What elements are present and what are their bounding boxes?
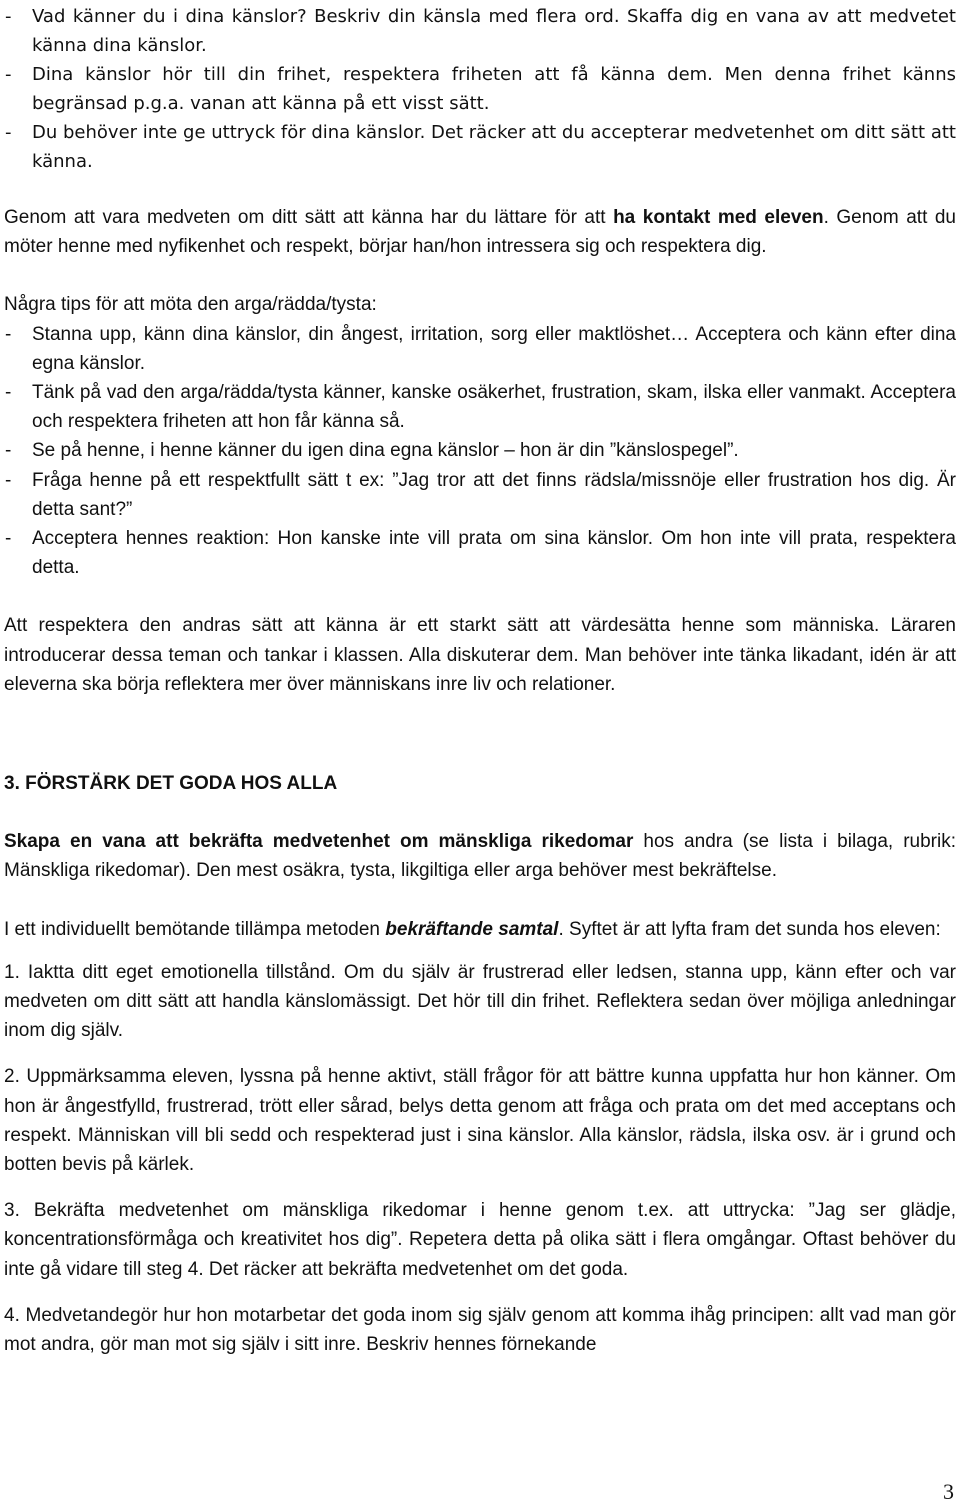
step-paragraph: 1. Iaktta ditt eget emotionella tillstånd. Om du själv är frustrerad eller ledsen, stanna upp, känn efter och var medveten om ditt sätt att handla känslomässigt. Det hör till din frihet. Reflektera sedan över möjliga anledningar inom dig själv. [4, 961, 956, 1042]
list-item [4, 436, 956, 465]
tips-list [4, 320, 956, 583]
text-run: Genom att vara medveten om ditt sätt att känna har du lättare för att [4, 207, 614, 228]
step-paragraph: 4. Medvetandegör hur hon motarbetar det goda inom sig själv genom att komma ihåg principen: allt vad man gör mot andra, gör man mot sig själv i sitt inre. Beskriv hennes förnekande [4, 1304, 956, 1356]
list-item [4, 118, 956, 176]
bold-phrase: ha kontakt med eleven [613, 207, 824, 228]
page-number: 3 [943, 1479, 954, 1504]
bold-phrase: Skapa en vana att bekräfta medvetenhet om mänskliga rikedomar [4, 831, 634, 853]
step-paragraph: 3. Bekräfta medvetenhet om mänskliga rikedomar i henne genom t.ex. att uttrycka: ”Jag ser glädje, koncentrationsförmåga och kreativitet hos dig”. Repetera detta på olika sätt i flera omgångar. Oftast behöver du inte gå vidare till steg 4. Det räcker att bekräfta medvetenhet om det goda. [4, 1200, 956, 1280]
list-item-text: Vad känner du i dina känslor? Beskriv din känsla med flera ord. Skaffa dig en vana av att medvetet känna dina känslor. [32, 6, 956, 56]
text-run: . Syftet är att lyfta fram det sunda hos eleven: [558, 918, 941, 940]
step-paragraph: 2. Uppmärksamma eleven, lyssna på henne aktivt, ställ frågor för att bättre kunna uppfatta hur hon känner. Om hon är ångestfylld, frustrerad, trött eller sårad, belys detta genom att fråga och prata om det med acceptans och respekt. Människan vill bli sedd och respekterad just i sina känslor. Alla känslor, rädsla, ilska osv. är i grund och botten bevis på kärlek. [4, 1066, 956, 1176]
list-item [4, 378, 956, 436]
bold-italic-phrase: bekräftande samtal [385, 918, 559, 940]
dash-bullet: - [5, 64, 12, 85]
tips-intro: Några tips för att möta den arga/rädda/tysta: [4, 294, 377, 316]
dash-bullet: - [5, 469, 12, 491]
dash-bullet: - [5, 6, 12, 27]
paragraph-contact [4, 203, 956, 261]
list-item [4, 466, 956, 524]
list-item [4, 60, 956, 118]
list-item-text: Du behöver inte ge uttryck för dina känslor. Det räcker att du accepterar medvetenhet om ditt sätt att känna. [32, 122, 956, 172]
paragraph-respect: Att respektera den andras sätt att känna är ett starkt sätt att värdesätta henne som människa. Läraren introducerar dessa teman och tankar i klassen. Alla diskuterar dem. Man behöver inte tänka likadant, idén är att eleverna ska börja reflektera mer över människans inre liv och relationer. [4, 615, 956, 695]
dash-bullet: - [5, 440, 12, 462]
list-item-text: Stanna upp, känn dina känslor, din ångest, irritation, sorg eller maktlöshet… Acceptera och känn efter dina egna känslor. [32, 323, 956, 374]
section-heading: 3. FÖRSTÄRK DET GODA HOS ALLA [4, 773, 338, 795]
list-item-text: Dina känslor hör till din frihet, respektera friheten att få känna dem. Men denna frihet känns begränsad p.g.a. vanan att känna på ett visst sätt. [32, 64, 956, 114]
list-item-text: Se på henne, i henne känner du igen dina egna känslor – hon är din ”känslospegel”. [32, 440, 739, 462]
paragraph-method [4, 915, 956, 944]
text-run: . Genom att du möter henne med nyfikenhet och respekt, börjar han/hon intressera sig och respektera dig. [4, 207, 956, 258]
list-item [4, 320, 956, 378]
list-item-text: Tänk på vad den arga/rädda/tysta känner, kanske osäkerhet, frustration, skam, ilska eller vanmakt. Acceptera och respektera friheten att hon får känna så. [32, 382, 956, 433]
dash-bullet: - [5, 528, 12, 550]
dash-bullet: - [5, 323, 12, 345]
dash-bullet: - [5, 382, 12, 404]
document-page [4, 0, 956, 1359]
text-run: hos andra (se lista i bilaga, rubrik: Mänskliga rikedomar). Den mest osäkra, tysta, likgiltiga eller arga behöver mest bekräftelse. [4, 831, 956, 882]
list-item [4, 524, 956, 582]
list-item [4, 2, 956, 60]
paragraph-habit [4, 827, 956, 885]
dash-bullet: - [5, 122, 12, 143]
top-dash-list [4, 2, 956, 176]
list-item-text: Acceptera hennes reaktion: Hon kanske inte vill prata om sina känslor. Om hon inte vill prata, respektera detta. [32, 528, 956, 579]
text-run: I ett individuellt bemötande tillämpa metoden [4, 918, 386, 940]
list-item-text: Fråga henne på ett respektfullt sätt t ex: ”Jag tror att det finns rädsla/missnöje eller frustration hos dig. Är detta sant?” [32, 469, 956, 520]
